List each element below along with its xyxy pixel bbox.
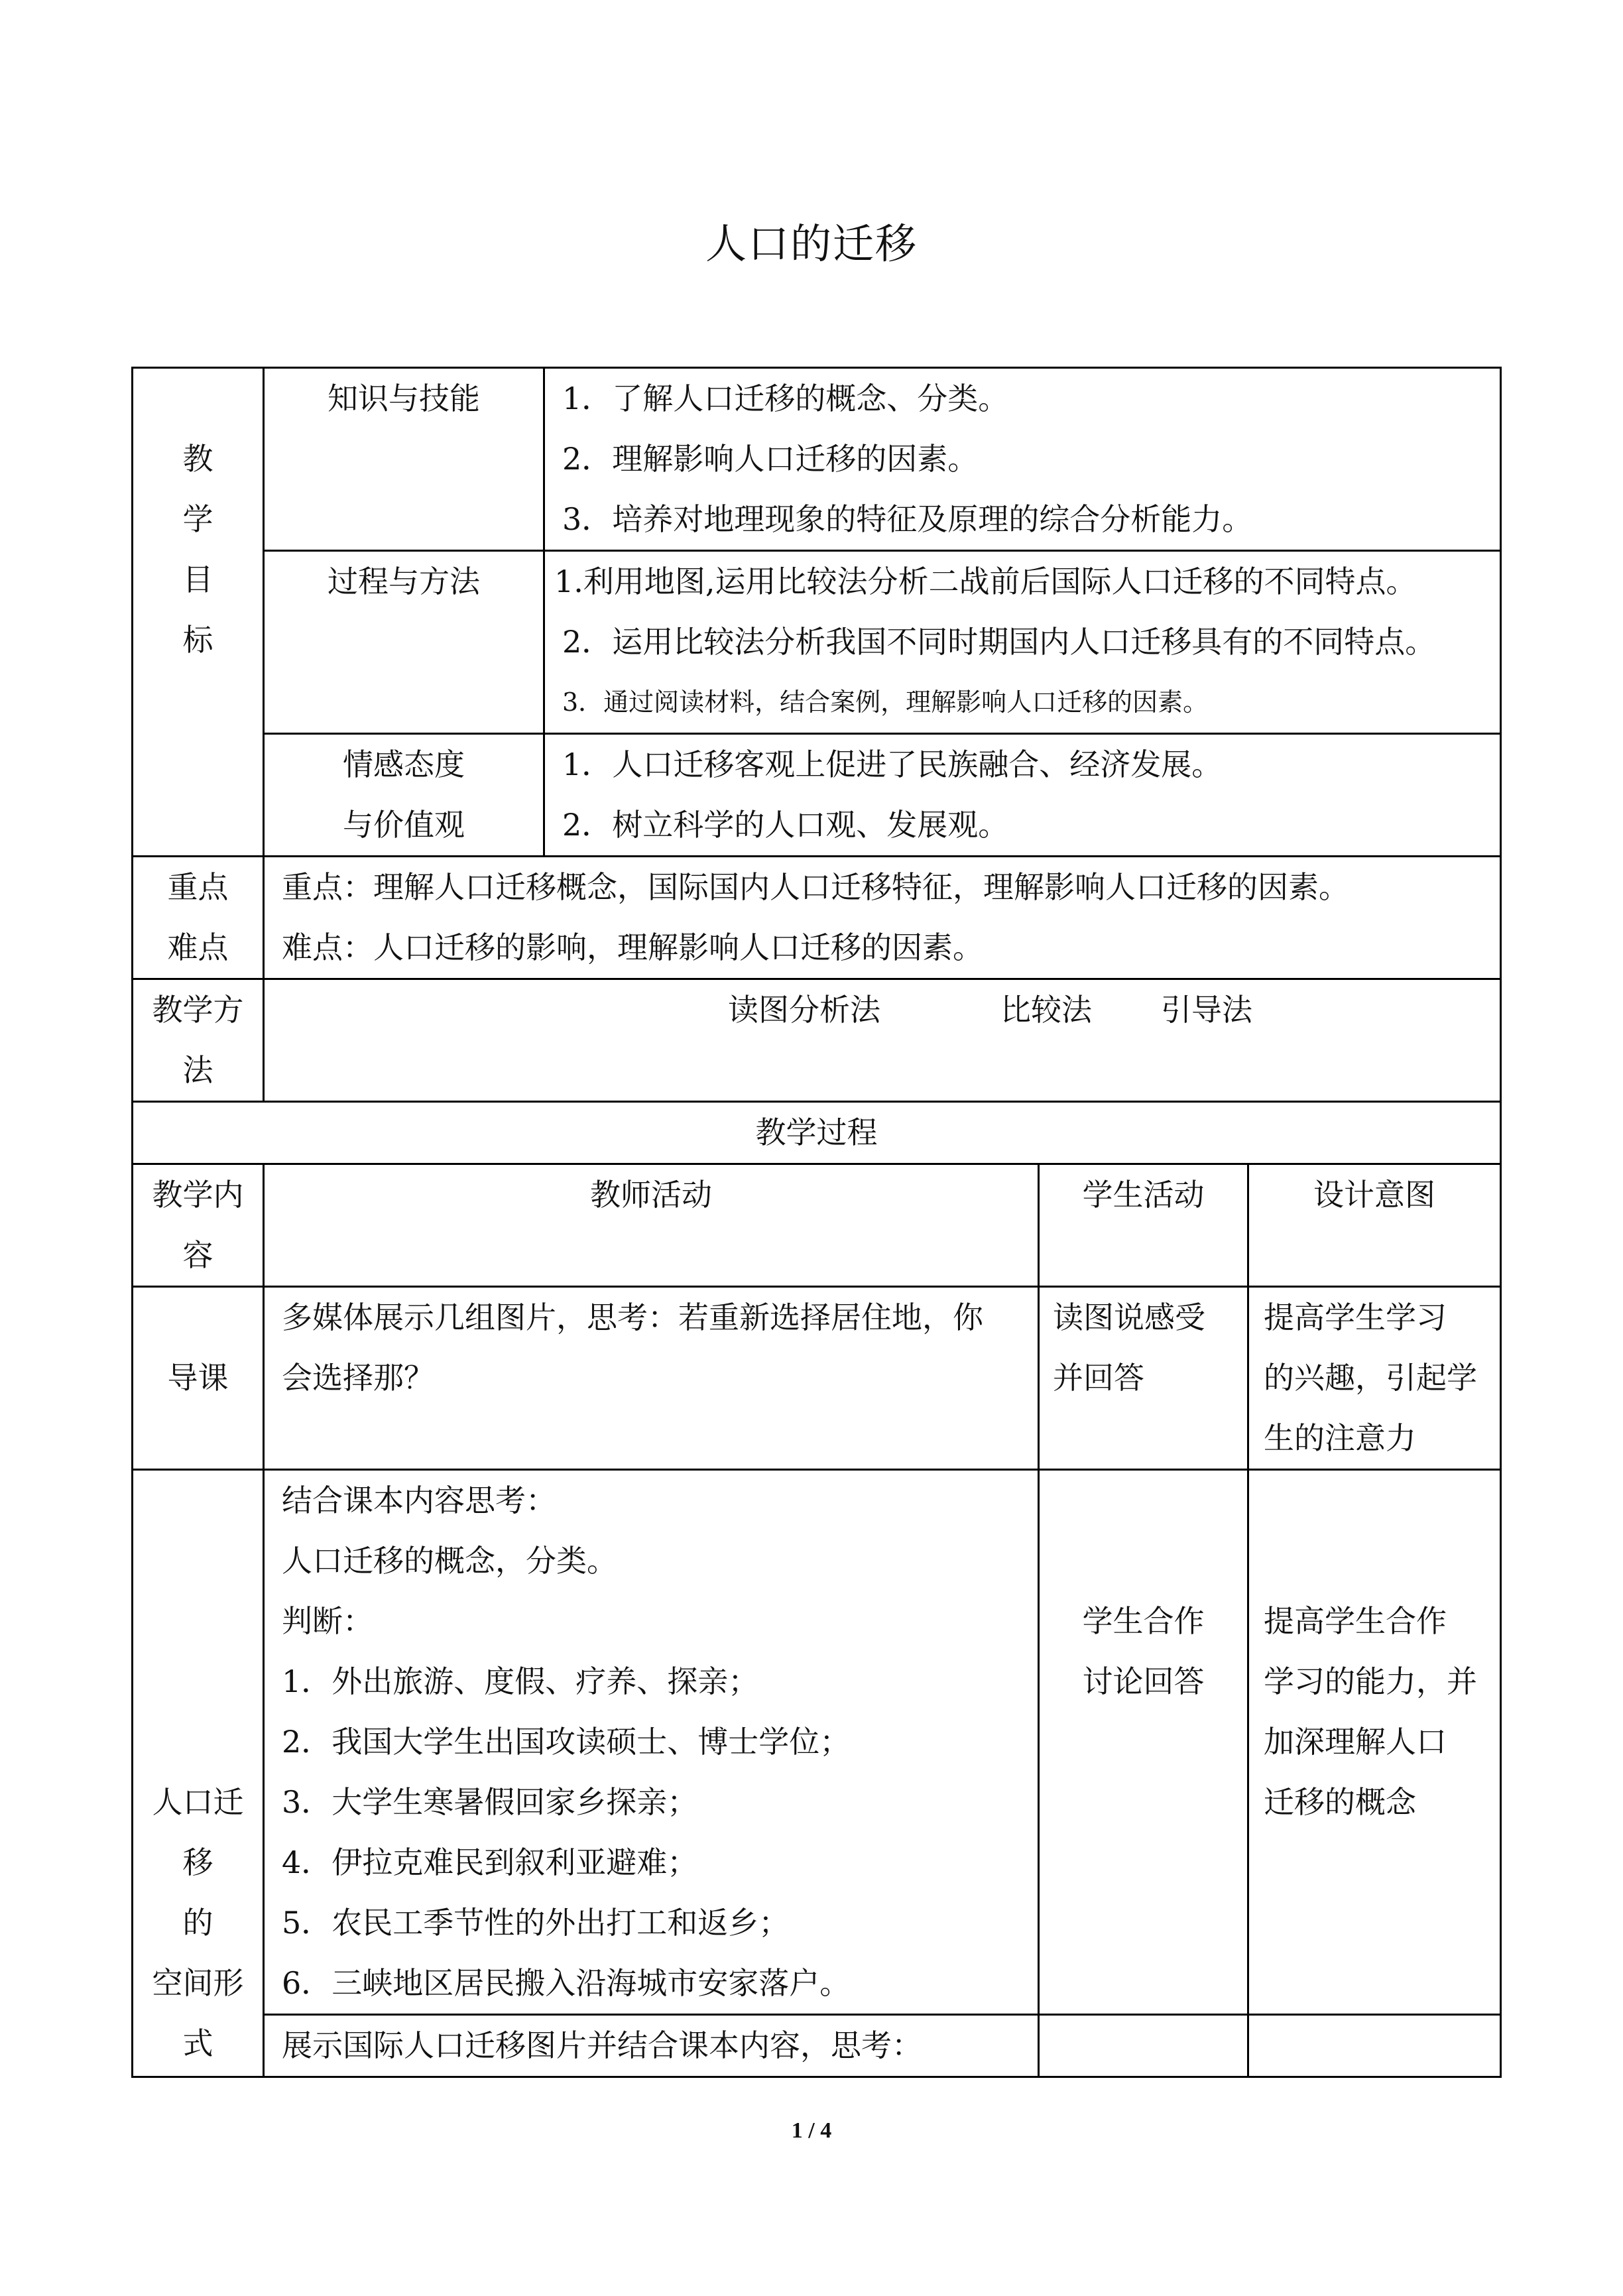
key-point-line: 难点：人口迁移的影响，理解影响人口迁移的因素。 xyxy=(282,930,983,965)
migration-design xyxy=(1248,1470,1501,2015)
migration-design-line: 加深理解人口 xyxy=(1264,1724,1447,1760)
intro-design-line: 提高学生学习 xyxy=(1264,1299,1447,1335)
migration-teacher-line: 2．我国大学生出国攻读硕士、博士学位； xyxy=(282,1724,851,1760)
objectives-knowledge-row xyxy=(133,368,1501,551)
knowledge-item: 1．了解人口迁移的概念、分类。 xyxy=(562,381,1009,416)
intro-design-line: 的兴趣，引起学 xyxy=(1264,1360,1477,1396)
migration-teacher-line: 人口迁移的概念，分类。 xyxy=(282,1543,617,1579)
intro-teacher xyxy=(264,1287,1039,1470)
key-points-content xyxy=(264,857,1501,979)
method-item: 引导法 xyxy=(1161,992,1252,1028)
header-content-line: 容 xyxy=(182,1237,213,1273)
process-label: 过程与方法 xyxy=(264,551,544,734)
migration-teacher-line: 1．外出旅游、度假、疗养、探亲； xyxy=(282,1663,759,1699)
knowledge-item: 3．培养对地理现象的特征及原理的综合分析能力。 xyxy=(562,501,1253,537)
migration-teacher-line: 4．伊拉克难民到叙利亚避难； xyxy=(282,1844,698,1880)
emotion-label-line: 与价值观 xyxy=(343,807,465,843)
emotion-item: 2．树立科学的人口观、发展观。 xyxy=(562,807,1009,843)
migration-next-row xyxy=(133,2015,1501,2077)
migration-content-line: 人口迁 xyxy=(152,1784,244,1820)
intro-design xyxy=(1248,1287,1501,1470)
knowledge-label: 知识与技能 xyxy=(264,368,544,551)
key-points-label-line: 重点 xyxy=(167,869,229,905)
migration-design-next xyxy=(1248,2015,1501,2077)
migration-row xyxy=(133,1470,1501,2015)
methods-label xyxy=(133,979,264,1102)
emotion-label xyxy=(264,734,544,857)
process-section-title: 教学过程 xyxy=(133,1102,1501,1164)
migration-teacher-line: 结合课本内容思考： xyxy=(282,1482,556,1518)
process-item: 3．通过阅读材料，结合案例，理解影响人口迁移的因素。 xyxy=(562,688,1209,717)
migration-teacher-next: 展示国际人口迁移图片并结合课本内容，思考： xyxy=(264,2015,1039,2077)
key-points-label xyxy=(133,857,264,979)
methods-content xyxy=(264,979,1501,1102)
process-header-row xyxy=(133,1164,1501,1287)
process-items xyxy=(544,551,1501,734)
objectives-header-char: 标 xyxy=(182,622,213,658)
objectives-header xyxy=(133,368,264,857)
migration-student-next xyxy=(1039,2015,1248,2077)
migration-teacher xyxy=(264,1470,1039,2015)
intro-design-line: 生的注意力 xyxy=(1264,1420,1416,1456)
migration-content-line: 移 xyxy=(182,1844,213,1880)
knowledge-item: 2．理解影响人口迁移的因素。 xyxy=(562,441,979,477)
intro-student-line: 并回答 xyxy=(1053,1360,1144,1396)
process-item: 2．运用比较法分析我国不同时期国内人口迁移具有的不同特点。 xyxy=(562,624,1436,660)
key-points-row xyxy=(133,857,1501,979)
intro-content: 导课 xyxy=(133,1287,264,1470)
intro-teacher-line: 会选择那？ xyxy=(282,1360,434,1396)
migration-content-line: 空间形 xyxy=(152,1965,244,2001)
objectives-header-char: 教 xyxy=(182,441,213,477)
lesson-plan-table xyxy=(131,367,1502,2078)
intro-student-line: 读图说感受 xyxy=(1053,1299,1205,1335)
header-design: 设计意图 xyxy=(1248,1164,1501,1287)
objectives-process-row xyxy=(133,551,1501,734)
migration-design-line: 迁移的概念 xyxy=(1264,1784,1416,1820)
migration-student xyxy=(1039,1470,1248,2015)
header-content-line: 教学内 xyxy=(152,1177,244,1213)
header-content xyxy=(133,1164,264,1287)
methods-label-line: 教学方 xyxy=(152,992,244,1028)
objectives-header-char: 学 xyxy=(182,501,213,537)
method-item: 读图分析法 xyxy=(728,992,880,1028)
intro-row xyxy=(133,1287,1501,1470)
migration-content-line: 式 xyxy=(182,2025,213,2061)
process-title-row xyxy=(133,1102,1501,1164)
migration-design-line: 学习的能力，并 xyxy=(1264,1663,1477,1699)
knowledge-items xyxy=(544,368,1501,551)
methods-label-line: 法 xyxy=(182,1052,213,1088)
emotion-label-line: 情感态度 xyxy=(343,747,465,782)
migration-student-line: 学生合作 xyxy=(1082,1603,1205,1639)
migration-teacher-line: 判断： xyxy=(282,1603,373,1639)
intro-student xyxy=(1039,1287,1248,1470)
intro-teacher-line: 多媒体展示几组图片，思考：若重新选择居住地，你 xyxy=(282,1299,983,1335)
methods-row xyxy=(133,979,1501,1102)
header-student: 学生活动 xyxy=(1039,1164,1248,1287)
migration-teacher-line: 5．农民工季节性的外出打工和返乡； xyxy=(282,1905,790,1941)
key-point-line: 重点：理解人口迁移概念，国际国内人口迁移特征，理解影响人口迁移的因素。 xyxy=(282,869,1349,905)
method-item: 比较法 xyxy=(1000,992,1092,1028)
objectives-header-char: 目 xyxy=(182,562,213,597)
process-item: 1.利用地图,运用比较法分析二战前后国际人口迁移的不同特点。 xyxy=(554,564,1417,599)
migration-content-line: 的 xyxy=(182,1905,213,1941)
header-teacher: 教师活动 xyxy=(264,1164,1039,1287)
migration-teacher-line: 6．三峡地区居民搬入沿海城市安家落户。 xyxy=(282,1965,851,2001)
migration-content xyxy=(133,1470,264,2077)
key-points-label-line: 难点 xyxy=(167,930,229,965)
document-title: 人口的迁移 xyxy=(705,219,918,268)
migration-teacher-line: 3．大学生寒暑假回家乡探亲； xyxy=(282,1784,698,1820)
page-number: 1 / 4 xyxy=(791,2118,832,2143)
migration-design-line: 提高学生合作 xyxy=(1264,1603,1447,1639)
emotion-items xyxy=(544,734,1501,857)
migration-student-line: 讨论回答 xyxy=(1082,1663,1205,1699)
objectives-emotion-row xyxy=(133,734,1501,857)
emotion-item: 1．人口迁移客观上促进了民族融合、经济发展。 xyxy=(562,747,1223,782)
